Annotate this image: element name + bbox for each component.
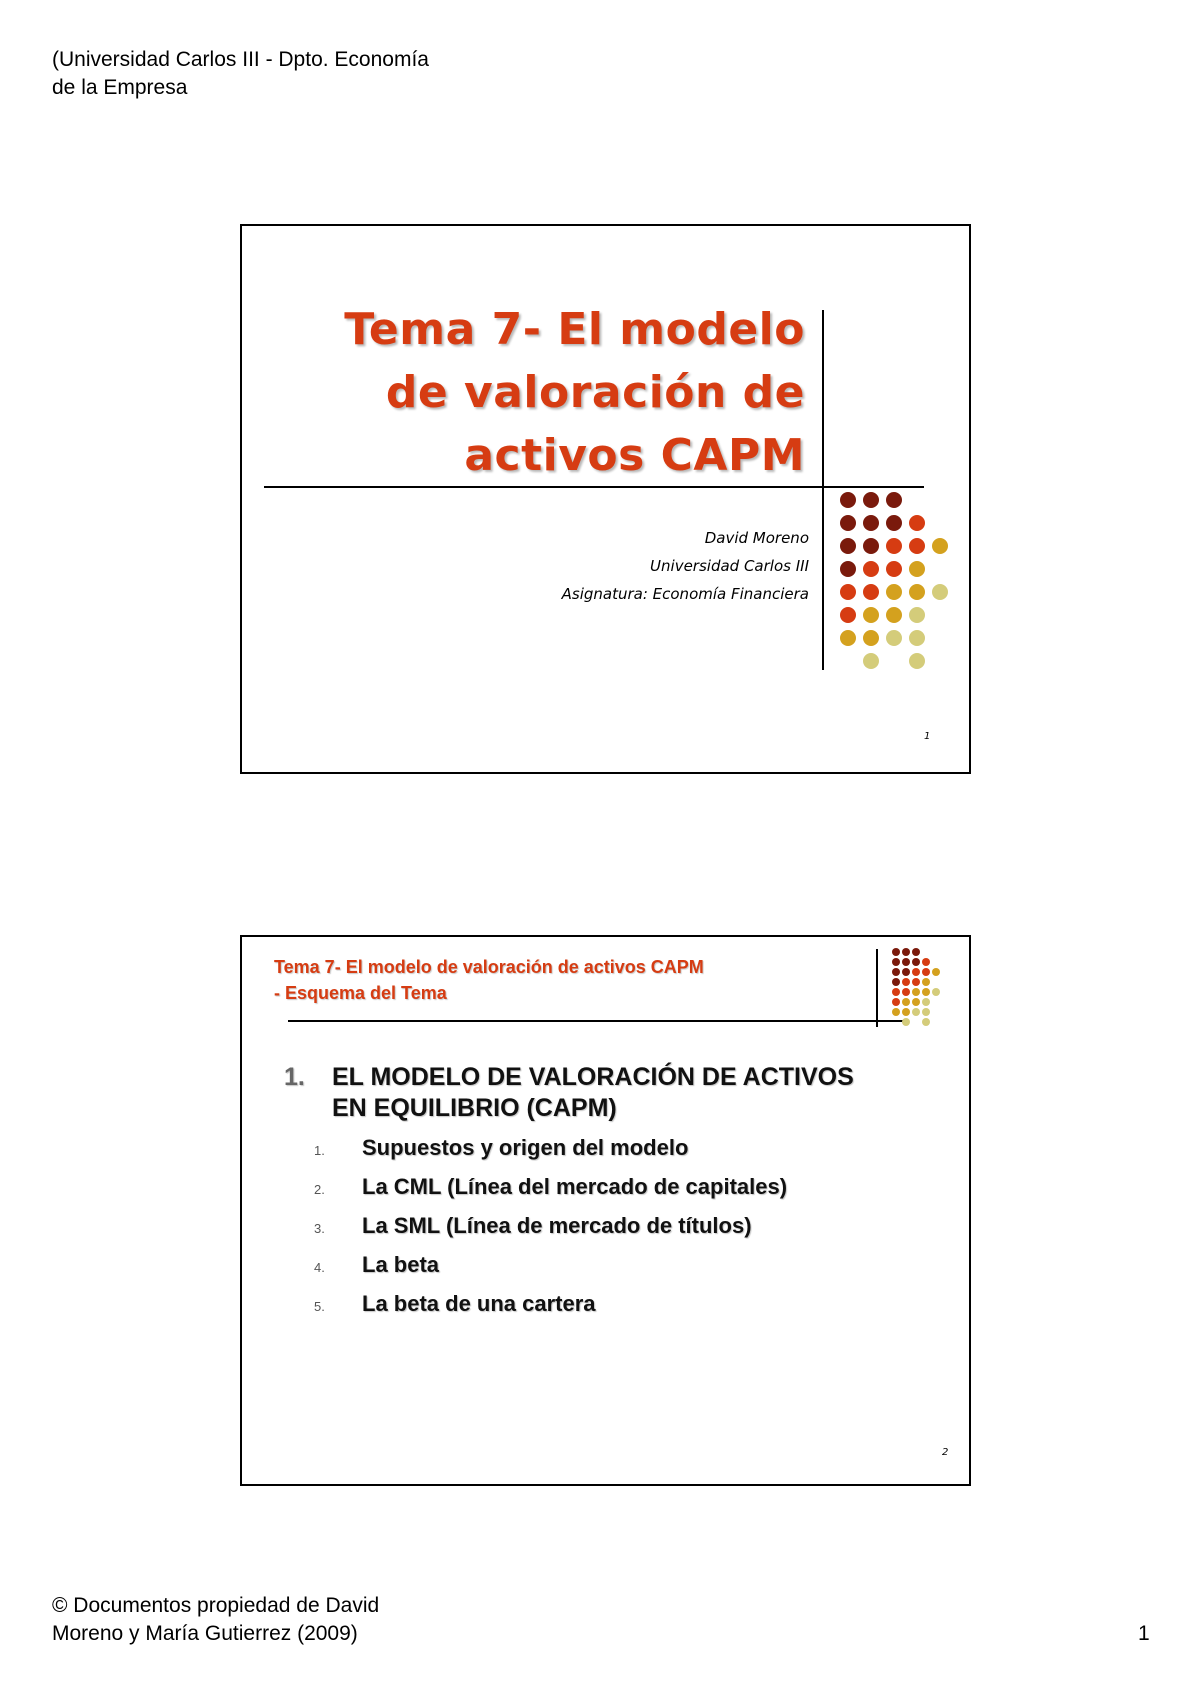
page-header [52, 46, 429, 102]
list-item [314, 1174, 787, 1213]
list-item-number: 5. [314, 1299, 325, 1314]
dot-row-1 [840, 492, 902, 508]
sub-item-list [314, 1135, 787, 1330]
list-item-text: La CML (Línea del mercado de capitales) [362, 1174, 788, 1199]
institution-name: Universidad Carlos III [650, 557, 809, 575]
list-item-number: 2. [314, 1182, 325, 1197]
main-item-number: 1. [284, 1063, 305, 1091]
list-item-text: La beta [362, 1252, 440, 1277]
small-dot-row-4 [892, 978, 930, 986]
list-item [314, 1291, 787, 1330]
page-footer [52, 1592, 379, 1648]
slide-2-title-line-1: Tema 7- El modelo de valoración de activos CAPM [274, 957, 704, 977]
small-dot-row-3 [892, 968, 940, 976]
list-item-text: La beta de una cartera [362, 1291, 596, 1316]
list-item-number: 4. [314, 1260, 325, 1275]
slide-2-horizontal-rule [288, 1020, 908, 1022]
horizontal-rule [264, 486, 924, 488]
slide-1-number: 1 [924, 731, 931, 742]
header-line-2: de la Empresa [52, 76, 188, 99]
small-dot-row-5 [892, 988, 940, 996]
footer-line-1: © Documentos propiedad de David [52, 1594, 380, 1617]
small-dot-row-7 [892, 1008, 930, 1016]
slide-1-title-line-1: Tema 7- El modelo [344, 304, 805, 355]
slide-2 [240, 935, 971, 1486]
main-item-line-2: EN EQUILIBRIO (CAPM) [332, 1094, 617, 1122]
list-item-text: Supuestos y origen del modelo [362, 1135, 689, 1160]
page-number: 1 [1138, 1622, 1150, 1645]
author-name: David Moreno [704, 529, 809, 547]
list-item [314, 1213, 787, 1252]
small-dot-row-6 [892, 998, 930, 1006]
slide-2-number: 2 [942, 1447, 949, 1458]
dot-grid-decoration [838, 490, 968, 670]
slide-1-title-line-3: activos CAPM [464, 430, 805, 481]
list-item-text: La SML (Línea de mercado de títulos) [362, 1213, 752, 1238]
dot-row-8 [863, 653, 925, 669]
course-name: Asignatura: Economía Financiera [561, 585, 809, 603]
dot-row-7 [840, 630, 925, 646]
dot-row-2 [840, 515, 925, 531]
small-dot-row-1 [892, 948, 920, 956]
list-item-number: 3. [314, 1221, 325, 1236]
dot-row-4 [840, 561, 925, 577]
slide-2-title-line-2: - Esquema del Tema [274, 983, 447, 1003]
footer-line-2: Moreno y María Gutierrez (2009) [52, 1622, 358, 1645]
small-dot-row-2 [892, 958, 930, 966]
header-line-1: (Universidad Carlos III - Dpto. Economía [52, 48, 429, 71]
dot-row-5 [840, 584, 948, 600]
list-item [314, 1252, 787, 1291]
slide-1-title [344, 298, 805, 487]
dot-row-3 [840, 538, 948, 554]
slide-1-title-line-2: de valoración de [385, 367, 805, 418]
slide-2-title [274, 954, 704, 1006]
slide-1 [240, 224, 971, 774]
small-dot-grid-decoration [891, 947, 963, 1033]
main-item-line-1: EL MODELO DE VALORACIÓN DE ACTIVOS [332, 1063, 854, 1091]
slide-1-subtitle [562, 524, 809, 608]
slide-2-vertical-rule [876, 949, 878, 1027]
main-list-item [284, 1062, 854, 1124]
vertical-rule [822, 310, 824, 670]
list-item-number: 1. [314, 1143, 325, 1158]
small-dot-row-8 [902, 1018, 930, 1026]
list-item [314, 1135, 787, 1174]
dot-row-6 [840, 607, 925, 623]
